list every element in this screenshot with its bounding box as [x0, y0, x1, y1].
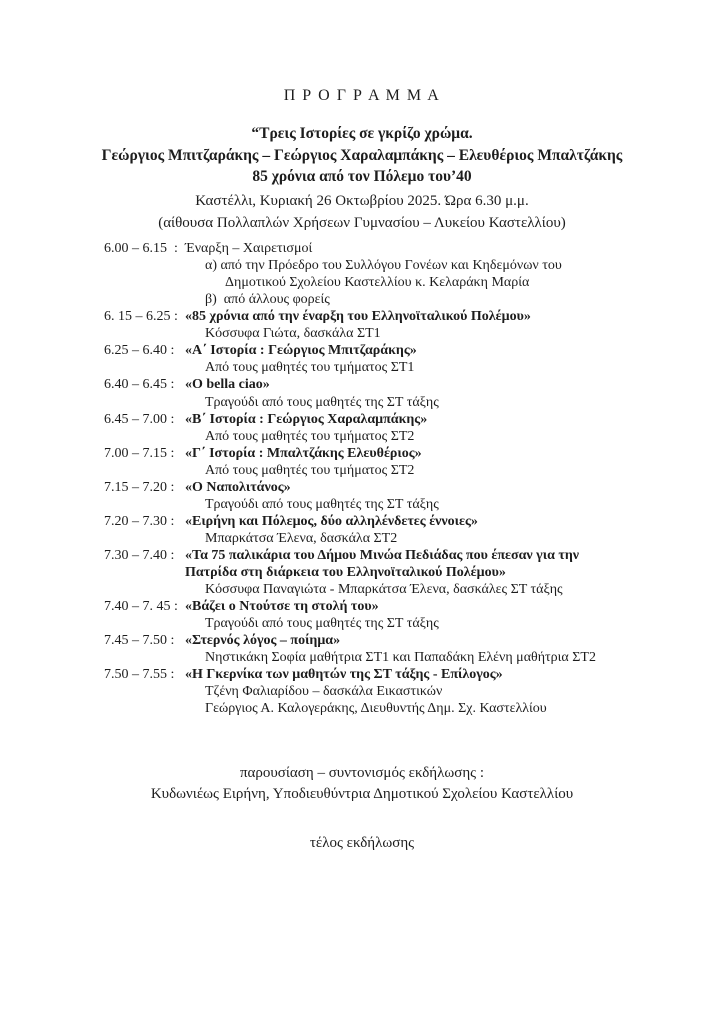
subtitle-line-anniversary: 85 χρόνια από τον Πόλεμο του’40	[252, 168, 472, 186]
entry-subline: Τζένη Φαλιαρίδου – δασκάλα Εικαστικών	[205, 684, 443, 700]
entry-subline: α) από την Πρόεδρο του Συλλόγου Γονέων και Κηδεμόνων του	[205, 258, 562, 274]
schedule-entry	[104, 308, 724, 342]
schedule-entry	[104, 376, 724, 410]
entry-title: Έναρξη – Χαιρετισμοί	[185, 241, 313, 257]
entry-body	[185, 598, 724, 632]
entry-time: 6.25 – 6.40 :	[104, 343, 175, 359]
entry-body	[185, 308, 724, 342]
entry-time: 7.30 – 7.40 :	[104, 547, 175, 563]
entry-title: «Η Γκερνίκα των μαθητών της ΣΤ τάξης - Επίλογος»	[185, 667, 503, 683]
coordination-block	[0, 763, 724, 805]
entry-body	[185, 666, 724, 717]
entry-subline: Μπαρκάτσα Έλενα, δασκάλα ΣΤ2	[205, 530, 398, 546]
schedule-entry	[104, 342, 724, 376]
entry-title-continued: Πατρίδα στη διάρκεια του Ελληνοϊταλικού Πολέμου»	[185, 565, 506, 580]
entry-time: 7.20 – 7.30 :	[104, 513, 175, 529]
subtitle-line-honorees: Γεώργιος Μπιτζαράκης – Γεώργιος Χαραλαμπάκης – Ελευθέριος Μπαλτζάκης	[101, 146, 623, 164]
entry-title: «Τα 75 παλικάρια του Δήμου Μινώα Πεδιάδας που έπεσαν για την	[185, 547, 580, 563]
entry-body	[185, 513, 724, 547]
coordinator-name: Κυδωνιέως Ειρήνη, Υποδιευθύντρια Δημοτικού Σχολείου Καστελλίου	[150, 786, 574, 803]
entry-time: 7.50 – 7.55 :	[104, 667, 175, 683]
entry-time: 7.15 – 7.20 :	[104, 479, 175, 495]
entry-subline: Τραγούδι από τους μαθητές της ΣΤ τάξης	[205, 394, 439, 410]
entry-subline: Δημοτικού Σχολείου Καστελλίου κ. Κελαράκη Μαρία	[225, 275, 530, 291]
entry-title: «Βάζει ο Ντούτσε τη στολή του»	[185, 599, 379, 615]
event-venue: (αίθουσα Πολλαπλών Χρήσεων Γυμνασίου – Λυκείου Καστελλίου)	[158, 214, 566, 231]
entry-title: «Γ΄ Ιστορία : Μπαλτζάκης Ελευθέριος»	[185, 445, 422, 461]
entry-title: «85 χρόνια από την έναρξη του Ελληνοϊταλικού Πολέμου»	[185, 309, 531, 325]
entry-body	[185, 632, 724, 666]
entry-subline: Γεώργιος Α. Καλογεράκης, Διευθυντής Δημ. Σχ. Καστελλίου	[205, 701, 547, 717]
entry-title: «Ο Ναπολιτάνος»	[185, 479, 291, 495]
entry-body	[185, 411, 724, 445]
schedule-entry	[104, 513, 724, 547]
event-info-block	[0, 191, 724, 234]
entry-time: 6.40 – 6.45 :	[104, 377, 175, 393]
schedule-entry	[104, 479, 724, 513]
entry-body	[185, 479, 724, 513]
entry-time: 7.45 – 7.50 :	[104, 633, 175, 649]
entry-body	[185, 240, 724, 308]
entry-subline: Από τους μαθητές του τμήματος ΣΤ2	[205, 428, 415, 444]
entry-title: «Β΄ Ιστορία : Γεώργιος Χαραλαμπάκης»	[185, 411, 428, 427]
schedule-entry	[104, 445, 724, 479]
schedule-entry	[104, 547, 724, 598]
schedule-list	[0, 240, 724, 717]
entry-time: 7.40 – 7. 45 :	[104, 599, 178, 615]
entry-subline: β) από άλλους φορείς	[205, 292, 330, 308]
schedule-entry	[104, 632, 724, 666]
schedule-entry	[104, 240, 724, 308]
entry-subline: Κόσσυφα Γιώτα, δασκάλα ΣΤ1	[205, 326, 381, 342]
entry-time: 6. 15 – 6.25 :	[104, 309, 178, 325]
schedule-entry	[104, 411, 724, 445]
subtitle-line-theme: “Τρεις Ιστορίες σε γκρίζο χρώμα.	[251, 125, 473, 142]
entry-subline: Νηστικάκη Σοφία μαθήτρια ΣΤ1 και Παπαδάκη Ελένη μαθήτρια ΣΤ2	[205, 650, 596, 666]
event-datetime: Καστέλλι, Κυριακή 26 Οκτωβρίου 2025. Ώρα 6.30 μ.μ.	[195, 193, 529, 210]
entry-time: 6.00 – 6.15 :	[104, 241, 178, 257]
entry-body	[185, 547, 724, 598]
program-title: Π Ρ Ο Γ Ρ Α Μ Μ Α	[283, 87, 441, 104]
schedule-entry	[104, 598, 724, 632]
entry-time: 6.45 – 7.00 :	[104, 411, 175, 427]
entry-subline: Κόσσυφα Παναγιώτα - Μπαρκάτσα Έλενα, δασκάλες ΣΤ τάξης	[205, 582, 563, 598]
entry-time: 7.00 – 7.15 :	[104, 445, 175, 461]
entry-body	[185, 445, 724, 479]
entry-subline: Από τους μαθητές του τμήματος ΣΤ2	[205, 462, 415, 478]
coordination-label: παρουσίαση – συντονισμός εκδήλωσης :	[239, 765, 485, 782]
schedule-entry	[104, 666, 724, 717]
entry-title: «Α΄ Ιστορία : Γεώργιος Μπιτζαράκης»	[185, 343, 417, 359]
entry-subline: Τραγούδι από τους μαθητές της ΣΤ τάξης	[205, 616, 439, 632]
event-subtitle-block	[0, 123, 724, 188]
end-note: τέλος εκδήλωσης	[309, 835, 415, 852]
entry-subline: Τραγούδι από τους μαθητές της ΣΤ τάξης	[205, 496, 439, 512]
entry-title: «Ειρήνη και Πόλεμος, δύο αλληλένδετες έννοιες»	[185, 513, 478, 529]
entry-title: «Στερνός λόγος – ποίημα»	[185, 633, 341, 649]
entry-body	[185, 376, 724, 410]
entry-subline: Από τους μαθητές του τμήματος ΣΤ1	[205, 360, 415, 376]
entry-body	[185, 342, 724, 376]
entry-title: «Ο bella ciao»	[185, 377, 270, 393]
